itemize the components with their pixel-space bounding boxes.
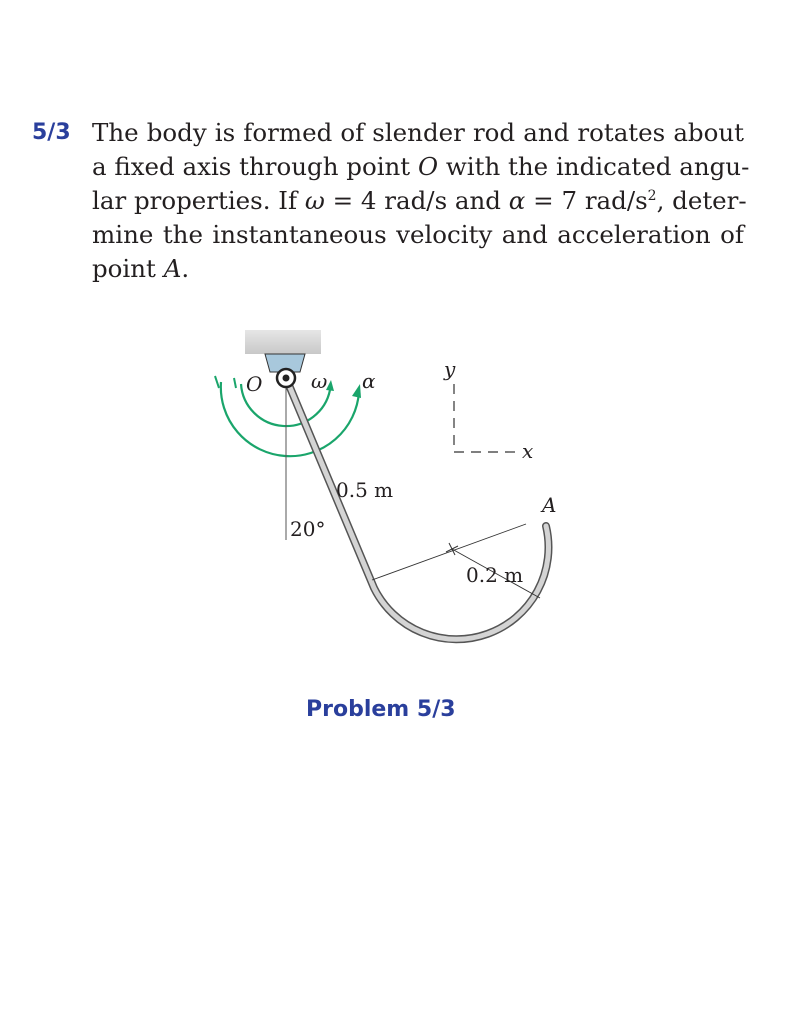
label-x: x bbox=[522, 439, 534, 463]
pivot-center bbox=[283, 375, 290, 382]
label-A: A bbox=[542, 493, 557, 517]
label-radius: 0.2 m bbox=[466, 563, 524, 587]
problem-line-4: mine the instantaneous velocity and acceleration of bbox=[92, 220, 744, 249]
figure-caption: Problem 5/3 bbox=[306, 697, 456, 722]
rod-outline bbox=[286, 378, 548, 639]
problem-line-2: a fixed axis through point O with the indicated angu- bbox=[92, 152, 750, 181]
omega-arrowhead-icon bbox=[352, 384, 361, 398]
label-angle: 20° bbox=[290, 517, 326, 541]
problem-line-3: lar properties. If ω = 4 rad/s and α = 7 rad/$s^2$, deter- bbox=[92, 186, 747, 215]
ceiling-support bbox=[245, 330, 321, 354]
problem-line-5: point A. bbox=[92, 254, 190, 283]
slender-rod bbox=[286, 378, 548, 639]
label-omega: ω bbox=[311, 369, 328, 393]
problem-number: 5/3 bbox=[32, 120, 71, 145]
label-y: y bbox=[444, 357, 456, 381]
arc-end-tick-2 bbox=[234, 378, 236, 388]
arc-end-tick bbox=[215, 376, 219, 388]
label-alpha: α bbox=[362, 369, 376, 393]
problem-line-1: The body is formed of slender rod and rotates about bbox=[92, 118, 744, 147]
label-rod-length: 0.5 m bbox=[336, 478, 394, 502]
label-O: O bbox=[246, 372, 263, 396]
